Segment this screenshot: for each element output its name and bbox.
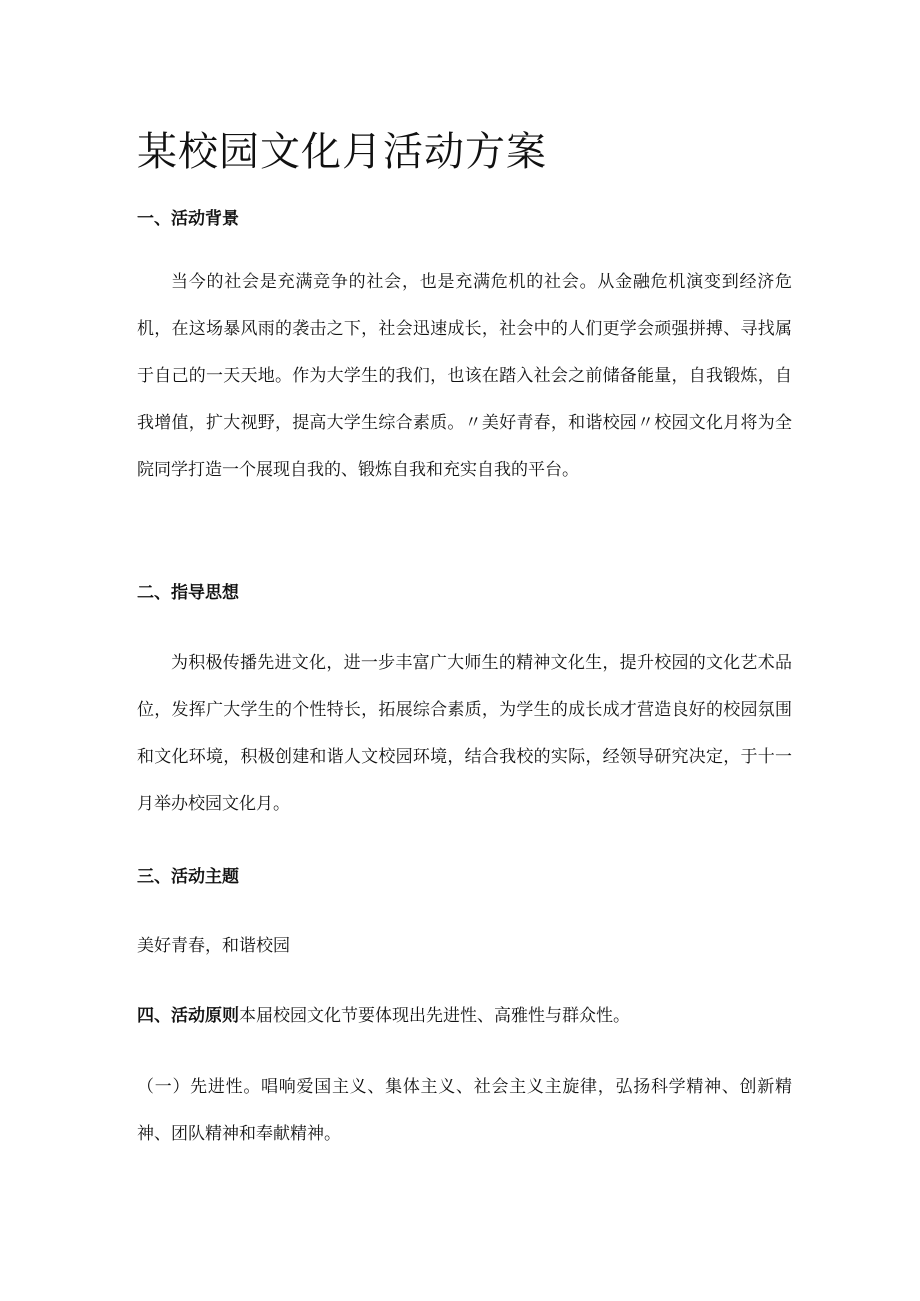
section-principles-line: [137, 1002, 797, 1030]
section-heading-theme: 三、活动主题: [137, 867, 239, 887]
section-body-principles: 本届校园文化节要体现出先进性、高雅性与群众性。: [239, 1006, 630, 1026]
section-body-background: 当今的社会是充满竞争的社会，也是充满危机的社会。从金融危机演变到经济危机，在这场暴风雨的袭击之下，社会迅速成长，社会中的人们更学会顽强拼搏、寻找属于自己的一天天地。作为大学生的我们，也该在踏入社会之前储备能量，自我锻炼，自我增值，扩大视野，提高大学生综合素质。〃美好青春，和谐校园〃校园文化月将为全院同学打造一个展现自我的、锻炼自我和充实自我的平台。: [137, 272, 792, 480]
section-body-guiding: 为积极传播先进文化，进一步丰富广大师生的精神文化生，提升校园的文化艺术品位，发挥广大学生的个性特长，拓展综合素质，为学生的成长成才营造良好的校园氛围和文化环境，积极创建和谐人文校园环境，结合我校的实际，经领导研究决定，于十一月举办校园文化月。: [137, 653, 792, 814]
section-body-theme: 美好青春，和谐校园: [137, 936, 290, 956]
section-body-advanced: （一）先进性。唱响爱国主义、集体主义、社会主义主旋律，弘扬科学精神、创新精神、团队精神和奉献精神。: [137, 1077, 792, 1144]
section-heading-principles: 四、活动原则: [137, 1006, 239, 1026]
section-heading-background: 一、活动背景: [137, 209, 239, 229]
document-title: 某校园文化月活动方案: [137, 129, 547, 175]
section-heading-guiding: 二、指导思想: [137, 583, 239, 603]
